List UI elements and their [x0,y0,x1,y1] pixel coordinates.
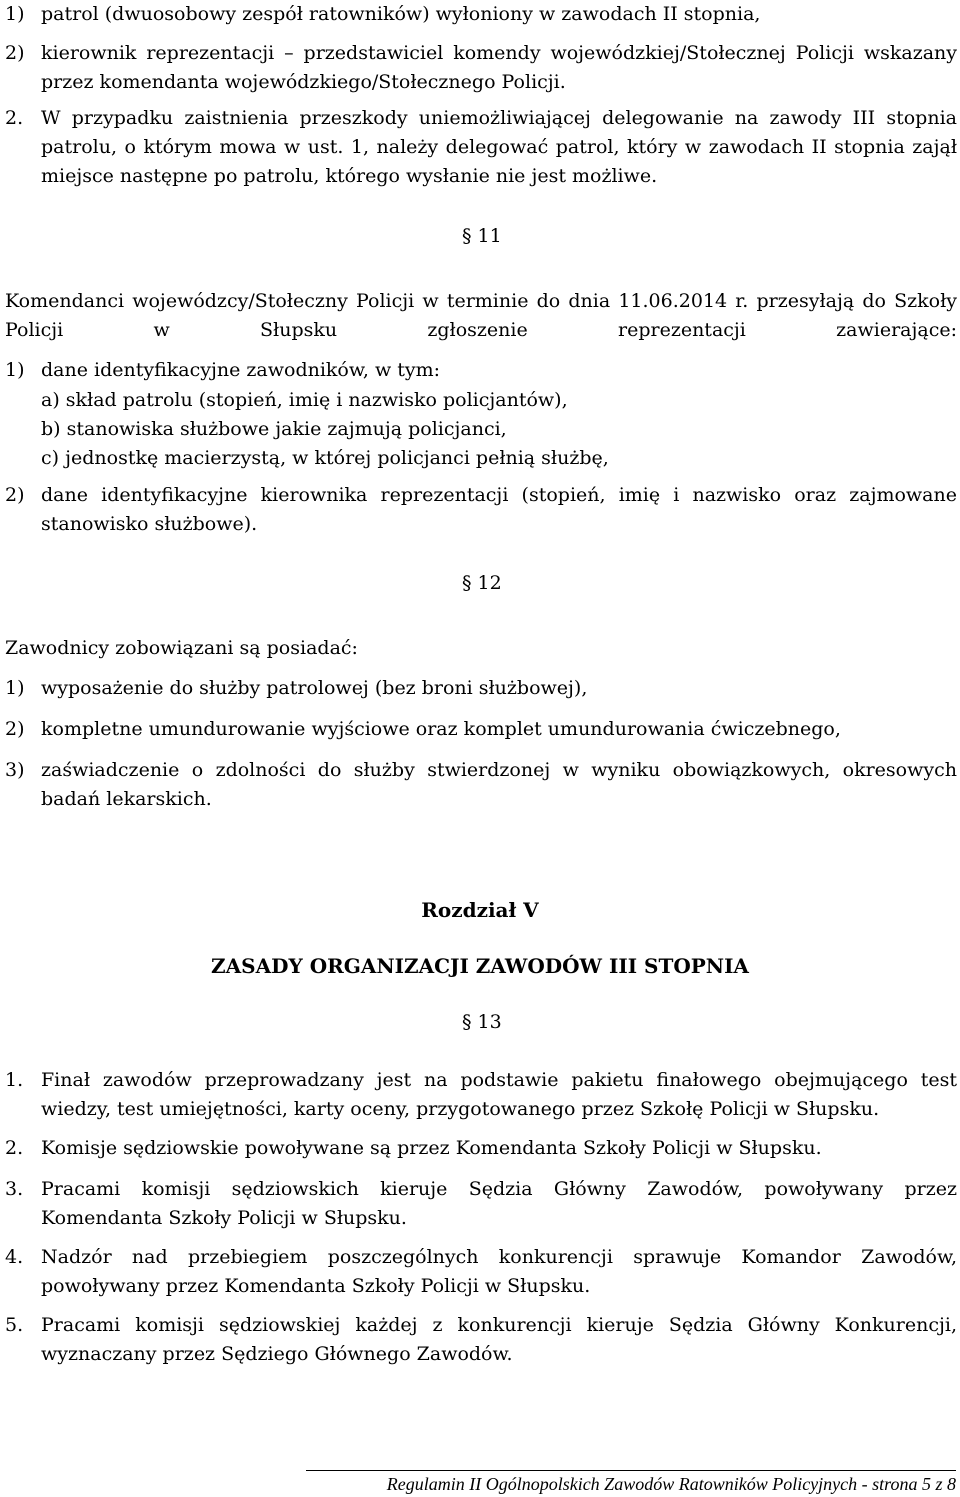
item-text: kompletne umundurowanie wyjściowe oraz komplet umundurowania ćwiczebnego, [41,718,841,740]
section-11-intro: Komendanci wojewódzcy/Stołeczny Policji w terminie do dnia 11.06.2014 r. przesyłają do Szkoły Policji w Słupsku zgłoszenie reprezentacji zawierające: [5,290,957,341]
item-number: 2) [5,484,25,506]
item-number: 4. [5,1246,24,1268]
item-text: Finał zawodów przeprowadzany jest na podstawie pakietu finałowego obejmującego test wiedzy, test umiejętności, karty oceny, przygotowanego przez Szkołę Policji w Słupsku. [41,1069,957,1120]
sub-item: c) jednostkę macierzystą, w której policjanci pełnią służbę, [41,447,609,469]
list-item [5,356,957,385]
item-text: kierownik reprezentacji – przedstawiciel komendy wojewódzkiej/Stołecznej Policji wskazany przez komendanta wojewódzkiego/Stołecznego Policji. [41,42,957,93]
section-12-label: § 12 [462,572,502,594]
list-item [5,674,957,703]
item-number: 2) [5,718,25,740]
item-number: 2) [5,42,25,64]
list-item [5,756,957,814]
sub-item: a) skład patrolu (stopień, imię i nazwisko policjantów), [41,389,568,411]
item-number: 5. [5,1314,24,1336]
item-text: wyposażenie do służby patrolowej (bez broni służbowej), [41,677,588,699]
list-item [5,1243,957,1301]
sub-item: b) stanowiska służbowe jakie zajmują policjanci, [41,418,507,440]
list-item [5,1311,957,1369]
item-text: Pracami komisji sędziowskich kieruje Sędzia Główny Zawodów, powoływany przez Komendanta Szkoły Policji w Słupsku. [41,1178,957,1229]
item-number: 2. [5,107,24,129]
item-text: Nadzór nad przebiegiem poszczególnych konkurencji sprawuje Komandor Zawodów, powoływany przez Komendanta Szkoły Policji w Słupsku. [41,1246,957,1297]
list-item [5,481,957,539]
item-number: 1) [5,359,25,381]
list-item [5,1175,957,1233]
item-text: dane identyfikacyjne kierownika reprezentacji (stopień, imię i nazwisko oraz zajmowane stanowisko służbowe). [41,484,957,535]
item-number: 2. [5,1137,24,1159]
page-footer: Regulamin II Ogólnopolskich Zawodów Ratowników Policyjnych - strona 5 z 8 [386,1474,956,1494]
item-number: 1) [5,677,25,699]
item-text: Komisje sędziowskie powoływane są przez Komendanta Szkoły Policji w Słupsku. [41,1137,822,1159]
item-number: 3) [5,759,25,781]
list-item [5,1066,957,1124]
item-text: Pracami komisji sędziowskiej każdej z konkurencji kieruje Sędzia Główny Konkurencji, wyznaczany przez Sędziego Głównego Zawodów. [41,1314,957,1365]
item-text: patrol (dwuosobowy zespół ratowników) wyłoniony w zawodach II stopnia, [41,3,761,25]
item-text: W przypadku zaistnienia przeszkody uniemożliwiającej delegowanie na zawody III stopnia patrolu, o którym mowa w ust. 1, należy delegować patrol, który w zawodach II stopnia zajął miejsce następne po patrolu, którego wysłanie nie jest możliwe. [41,107,957,187]
list-item [5,39,957,97]
list-item [5,0,957,29]
section-11-label: § 11 [462,225,502,247]
item-number: 3. [5,1178,24,1200]
chapter-subtitle: ZASADY ORGANIZACJI ZAWODÓW III STOPNIA [211,954,749,978]
list-item [5,715,957,744]
item-number: 1. [5,1069,24,1091]
list-item [5,1134,957,1163]
footer-divider [306,1470,956,1471]
section-12-intro: Zawodnicy zobowiązani są posiadać: [5,637,358,659]
item-number: 1) [5,3,25,25]
item-text: dane identyfikacyjne zawodników, w tym: [41,359,441,381]
item-text: zaświadczenie o zdolności do służby stwierdzonej w wyniku obowiązkowych, okresowych badań lekarskich. [41,759,957,810]
chapter-title: Rozdział V [421,898,539,922]
paragraph-point-2 [5,104,957,191]
section-13-label: § 13 [462,1011,502,1033]
